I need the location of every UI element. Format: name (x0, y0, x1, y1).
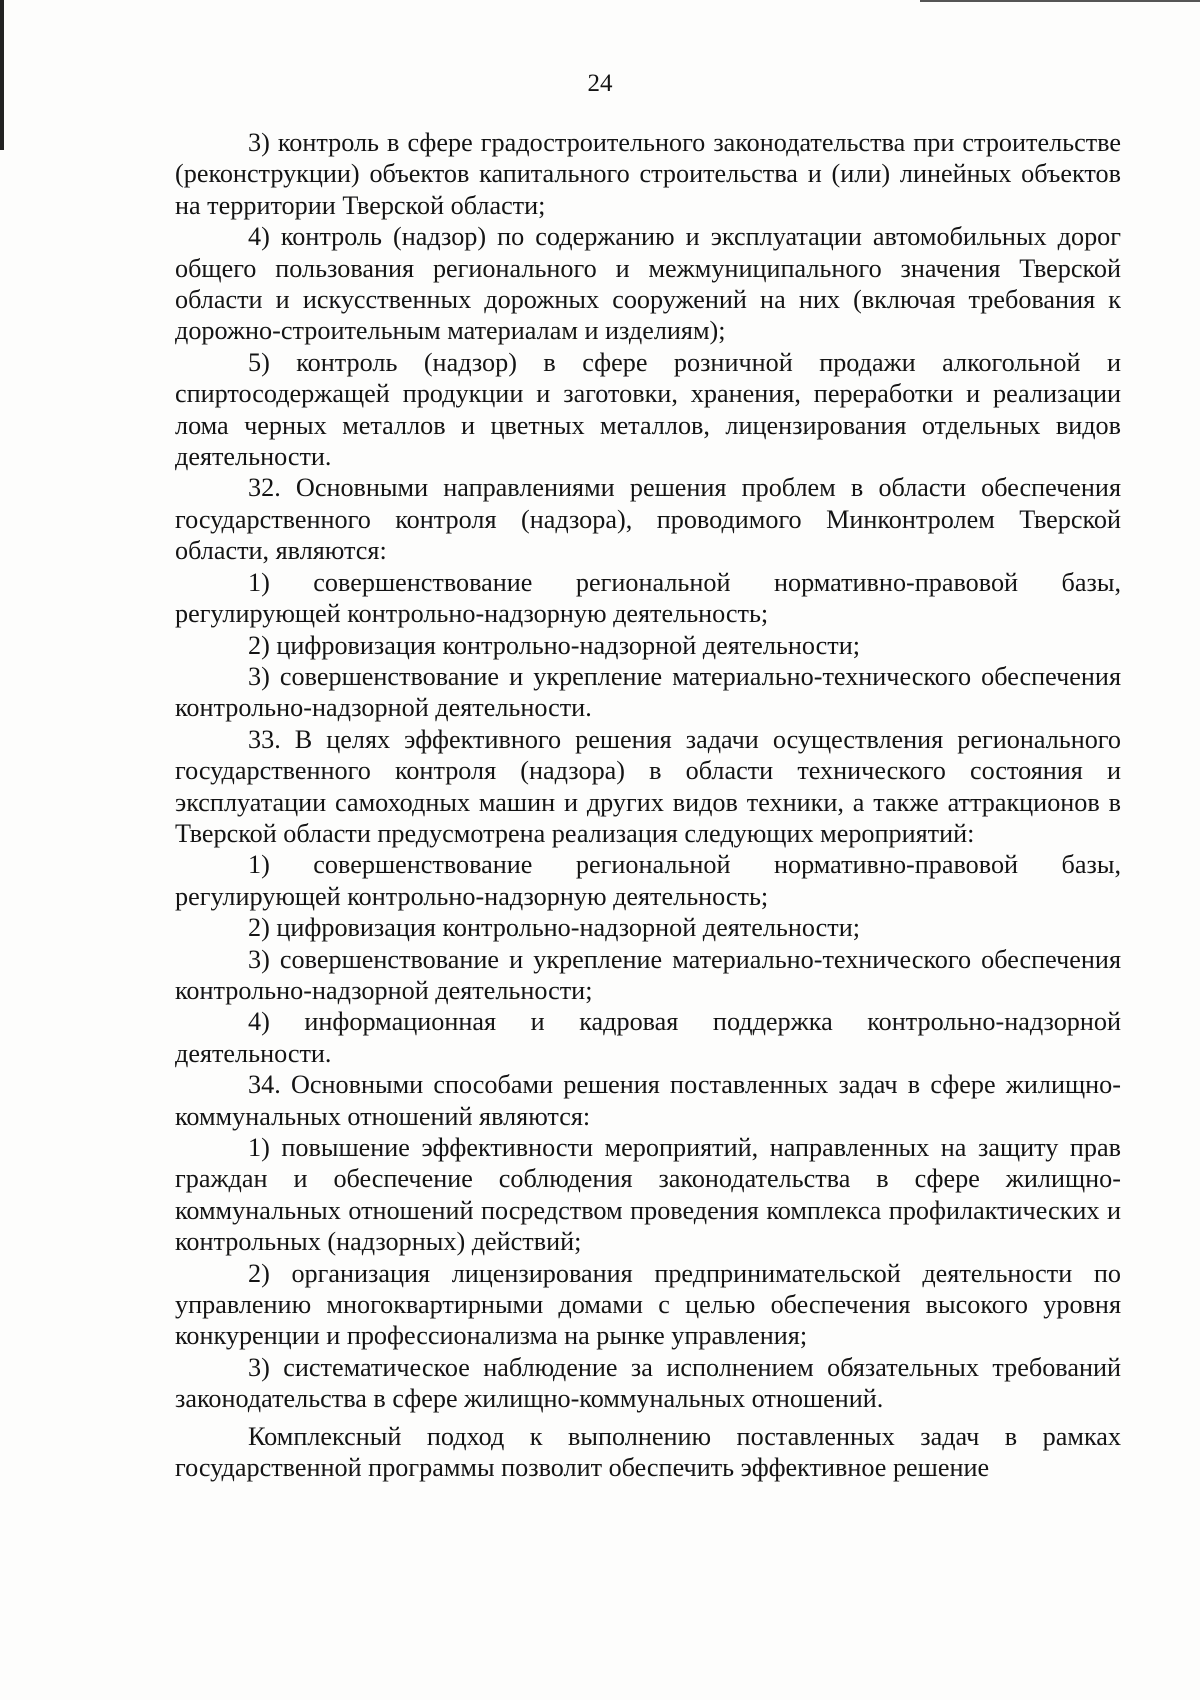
paragraph: 2) цифровизация контрольно-надзорной деятельности; (248, 630, 860, 660)
paragraph: 4) информационная и кадровая поддержка контрольно-надзорной деятельности. (175, 1007, 1121, 1068)
paragraph: 33. В целях эффективного решения задачи осуществления регионального государственного контроля (надзора) в области технического состояния и эксплуатации самоходных машин и других видов техники, а также аттракционов в Тверской области предусмотрена реализация следующих мероприятий: (175, 724, 1121, 848)
paragraph: 1) совершенствование региональной нормативно-правовой базы, регулирующей контрольно-надзорную деятельность; (175, 850, 1121, 911)
scan-edge-top (920, 0, 1200, 2)
paragraph: 3) систематическое наблюдение за исполнением обязательных требований законодательства в сфере жилищно-коммунальных отношений. (175, 1352, 1121, 1414)
paragraph: 1) повышение эффективности мероприятий, направленных на защиту прав граждан и обеспечение соблюдения законодательства в сфере жилищно-коммунальных отношений посредством проведения комплекса профилактических и контрольных (надзорных) действий; (175, 1133, 1121, 1257)
paragraph: 1) совершенствование региональной нормативно-правовой базы, регулирующей контрольно-надзорную деятельность; (175, 567, 1121, 629)
paragraph: 3) совершенствование и укрепление материально-технического обеспечения контрольно-надзорной деятельности. (175, 661, 1121, 723)
paragraph: 2) организация лицензирования предпринимательской деятельности по управлению многоквартирными домами с целью обеспечения высокого уровня конкуренции и профессионализма на рынке управления; (175, 1258, 1121, 1351)
paragraph: Комплексный подход к выполнению поставленных задач в рамках государственной программы позволит обеспечить эффективное решение (175, 1421, 1121, 1483)
paragraph: 3) совершенствование и укрепление материально-технического обеспечения контрольно-надзорной деятельности; (175, 944, 1121, 1005)
paragraph: 32. Основными направлениями решения проблем в области обеспечения государственного контроля (надзора), проводимого Минконтролем Тверской области, являются: (175, 473, 1121, 566)
paragraph: 2) цифровизация контрольно-надзорной деятельности; (248, 913, 860, 943)
page-number: 24 (587, 70, 613, 97)
paragraph: 4) контроль (надзор) по содержанию и эксплуатации автомобильных дорог общего пользования регионального и межмуниципального значения Тверской области и искусственных дорожных сооружений на них (включая требования к дорожно-строительным материалам и изделиям); (175, 222, 1121, 346)
document-body (175, 127, 1121, 1483)
paragraph: 5) контроль (надзор) в сфере розничной продажи алкогольной и спиртосодержащей продукции и заготовки, хранения, переработки и реализации лома черных металлов и цветных металлов, лицензирования отдельных видов деятельности. (175, 347, 1121, 472)
paragraph: 34. Основными способами решения поставленных задач в сфере жилищно-коммунальных отношений являются: (175, 1070, 1121, 1131)
paragraph: 3) контроль в сфере градостроительного законодательства при строительстве (реконструкции) объектов капитального строительства и (или) линейных объектов на территории Тверской области; (175, 128, 1121, 220)
